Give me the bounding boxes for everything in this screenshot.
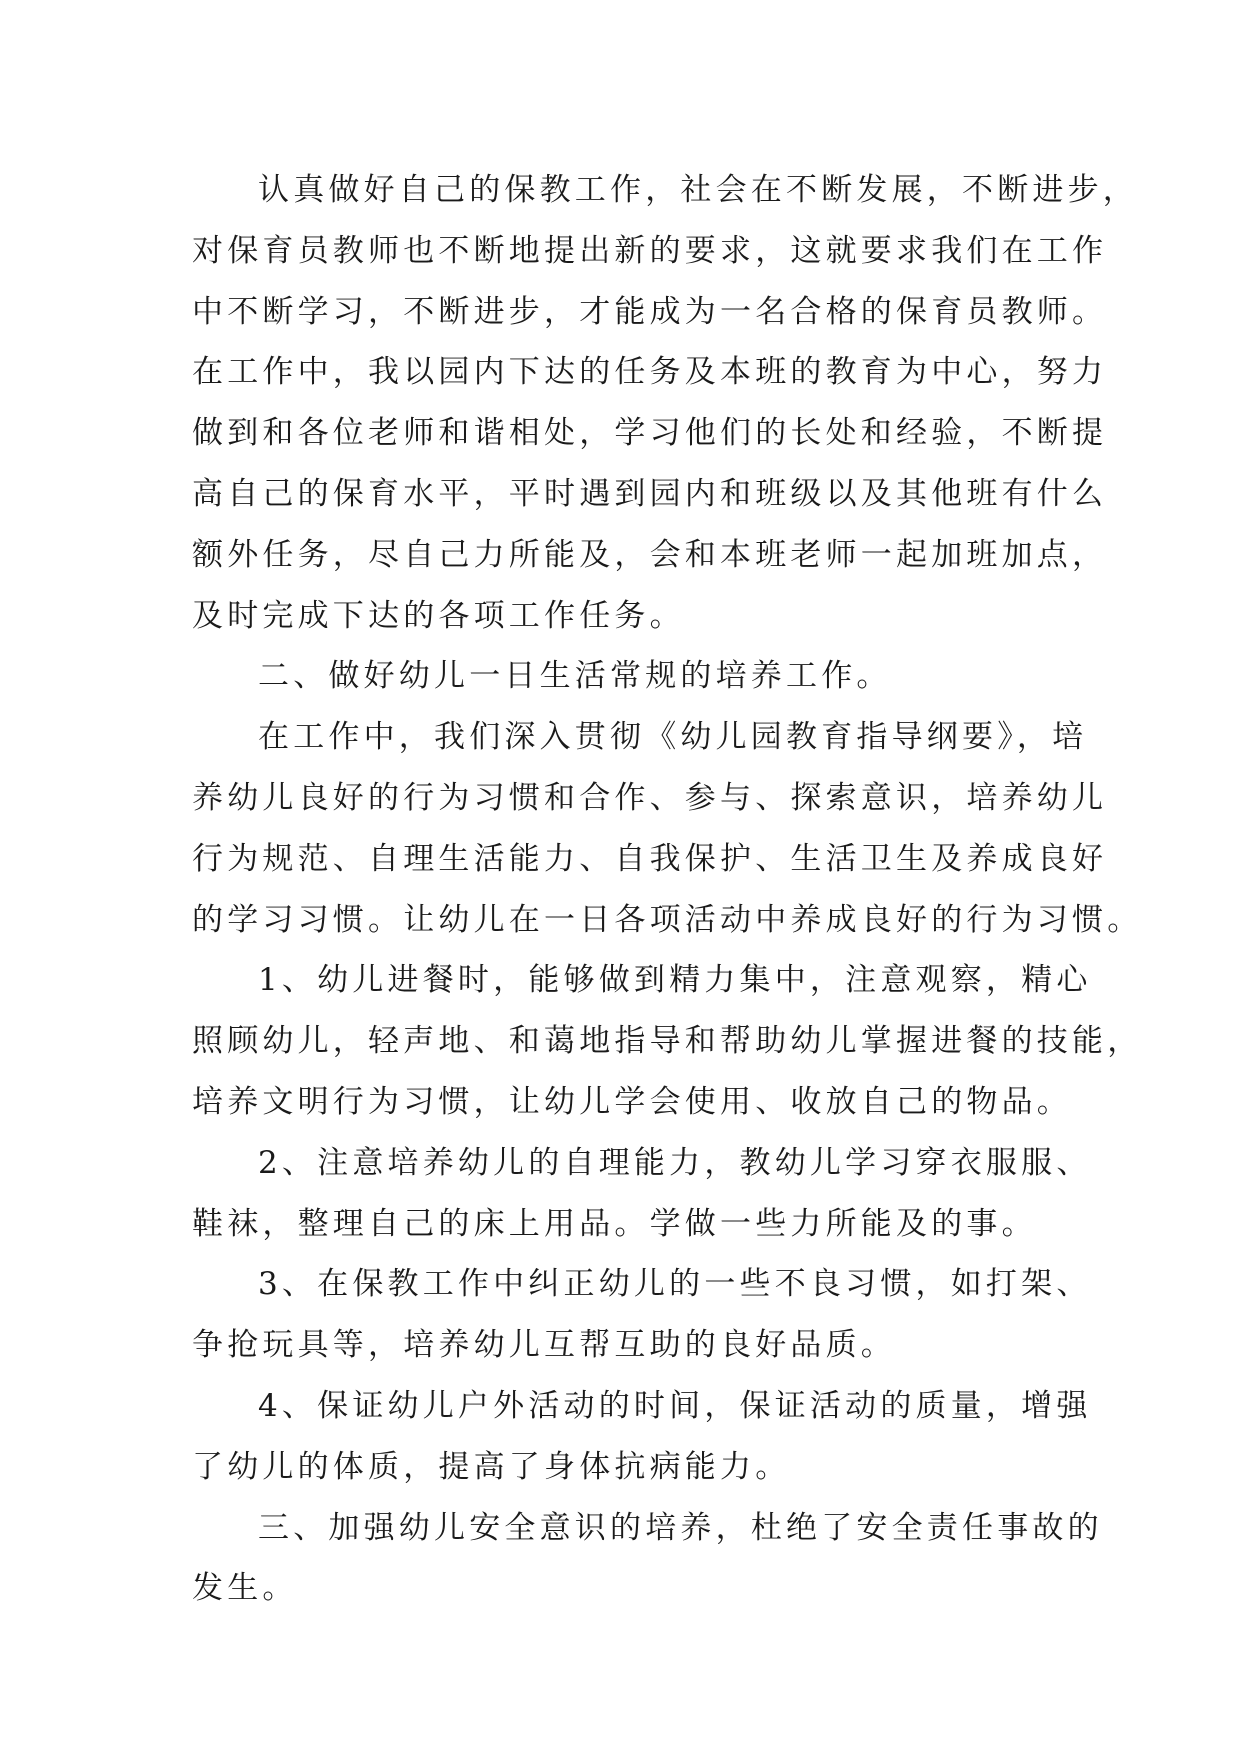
text-line: 照顾幼儿，轻声地、和蔼地指导和帮助幼儿掌握进餐的技能， [192, 1023, 1143, 1060]
list-item-3: 3、在保教工作中纠正幼儿的一些不良习惯，如打架、 [258, 1266, 1092, 1303]
text-line: 额外任务，尽自己力所能及，会和本班老师一起加班加点， [192, 536, 1108, 573]
text-line: 高自己的保育水平，平时遇到园内和班级以及其他班有什么 [192, 475, 1108, 512]
text-line: 及时完成下达的各项工作任务。 [192, 597, 685, 634]
text-line: 的学习习惯。让幼儿在一日各项活动中养成良好的行为习惯。 [192, 901, 1143, 938]
text-line: 养幼儿良好的行为习惯和合作、参与、探索意识，培养幼儿 [192, 779, 1108, 816]
document-body [192, 160, 1143, 1619]
text-line: 做到和各位老师和谐相处，学习他们的长处和经验，不断提 [192, 415, 1108, 452]
text-line: 了幼儿的体质，提高了身体抗病能力。 [192, 1448, 791, 1485]
text-line: 在工作中，我以园内下达的任务及本班的教育为中心，努力 [192, 354, 1108, 391]
text-line: 发生。 [192, 1570, 298, 1607]
text-line: 培养文明行为习惯，让幼儿学会使用、收放自己的物品。 [192, 1083, 1072, 1120]
text-line: 对保育员教师也不断地提出新的要求，这就要求我们在工作 [192, 232, 1108, 269]
section-heading: 二、做好幼儿一日生活常规的培养工作。 [258, 658, 892, 695]
list-item-4: 4、保证幼儿户外活动的时间，保证活动的质量，增强 [258, 1387, 1092, 1424]
text-line: 中不断学习，不断进步，才能成为一名合格的保育员教师。 [192, 293, 1108, 330]
text-line: 鞋袜，整理自己的床上用品。学做一些力所能及的事。 [192, 1205, 1037, 1242]
text-line: 争抢玩具等，培养幼儿互帮互助的良好品质。 [192, 1327, 896, 1364]
text-line: 行为规范、自理生活能力、自我保护、生活卫生及养成良好 [192, 840, 1108, 877]
section-heading: 三、加强幼儿安全意识的培养，杜绝了安全责任事故的 [258, 1509, 1103, 1546]
list-item-2: 2、注意培养幼儿的自理能力，教幼儿学习穿衣服服、 [258, 1144, 1092, 1181]
text-line: 认真做好自己的保教工作，社会在不断发展，不断进步， [258, 172, 1138, 208]
text-line: 在工作中，我们深入贯彻《幼儿园教育指导纲要》，培 [258, 719, 1088, 756]
list-item-1: 1、幼儿进餐时，能够做到精力集中，注意观察，精心 [258, 962, 1092, 999]
